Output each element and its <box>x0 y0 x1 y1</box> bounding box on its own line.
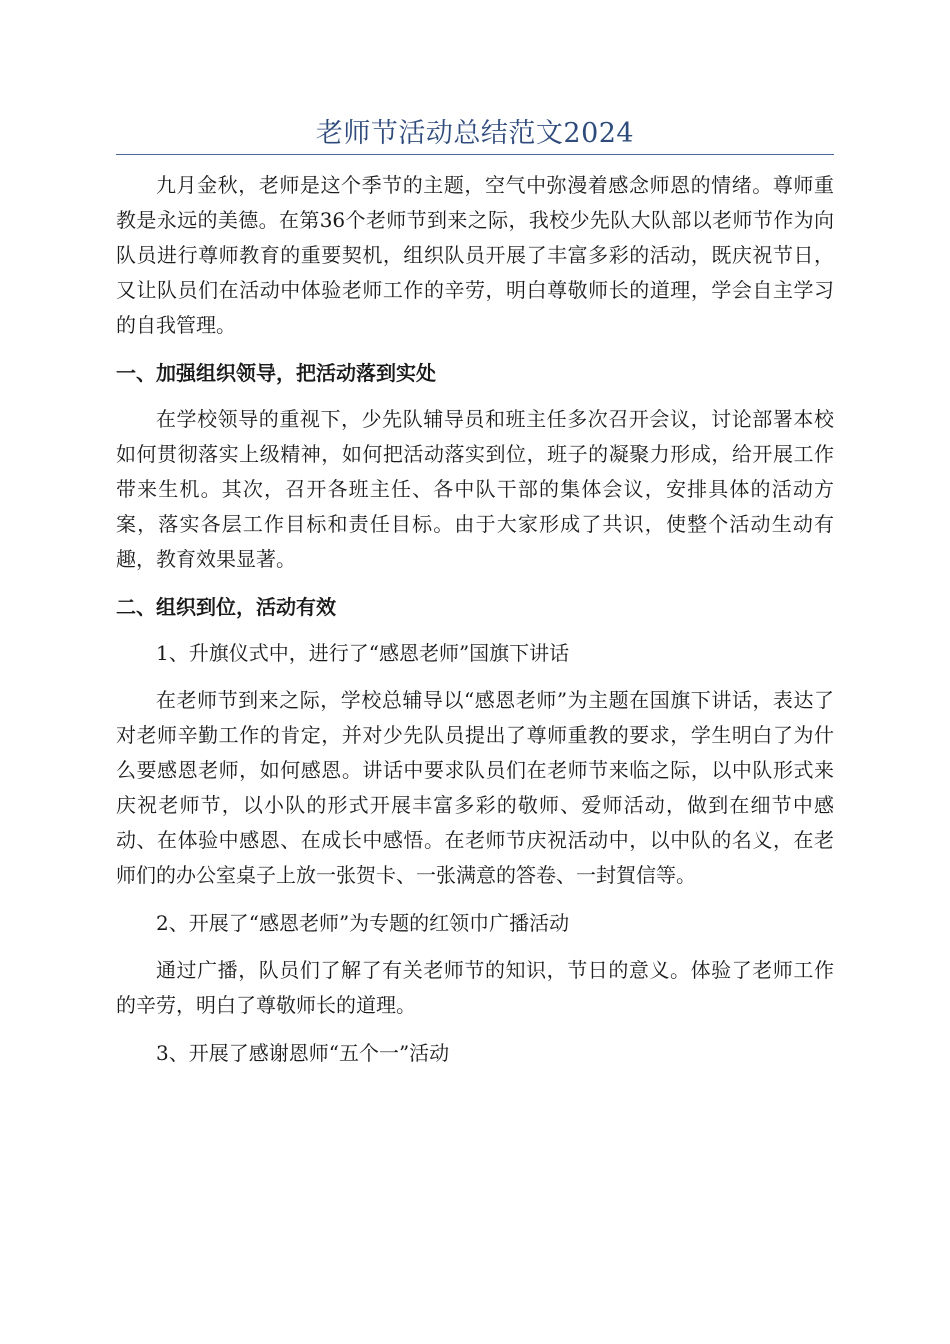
document-title: 老师节活动总结范文2024 <box>315 118 635 149</box>
intro-paragraph: 九月金秋，老师是这个季节的主题，空气中弥漫着感念师恩的情绪。尊师重教是永远的美德。在第36个老师节到来之际，我校少先队大队部以老师节作为向队员进行尊师教育的重要契机，组织队员开展了丰富多彩的活动，既庆祝节日，又让队员们在活动中体验老师工作的辛劳，明白尊敬师长的道理，学会自主学习的自我管理。 <box>116 173 834 337</box>
item-2-title: 2、开展了“感恩老师”为专题的红领巾广播活动 <box>156 911 570 935</box>
section-1-paragraph: 在学校领导的重视下，少先队辅导员和班主任多次召开会议，讨论部署本校如何贯彻落实上级精神，如何把活动落实到位，班子的凝聚力形成，给开展工作带来生机。其次，召开各班主任、各中队干部的集体会议，安排具体的活动方案，落实各层工作目标和责任目标。由于大家形成了共识，使整个活动生动有趣，教育效果显著。 <box>116 407 834 571</box>
item-1-title: 1、升旗仪式中，进行了“感恩老师”国旗下讲话 <box>156 641 570 665</box>
section-2-heading: 二、组织到位，活动有效 <box>116 595 336 619</box>
section-1-heading: 一、加强组织领导，把活动落到实处 <box>116 361 436 385</box>
item-1-paragraph: 在老师节到来之际，学校总辅导以“感恩老师”为主题在国旗下讲话，表达了对老师辛勤工作的肯定，并对少先队员提出了尊师重教的要求，学生明白了为什么要感恩老师，如何感恩。讲话中要求队员们在老师节来临之际，以中队形式来庆祝老师节，以小队的形式开展丰富多彩的敬师、爱师活动，做到在细节中感动、在体验中感恩、在成长中感悟。在老师节庆祝活动中，以中队的名义，在老师们的办公室桌子上放一张贺卡、一张满意的答卷、一封賀信等。 <box>116 688 834 887</box>
item-2-paragraph: 通过广播，队员们了解了有关老师节的知识，节日的意义。体验了老师工作的辛劳，明白了尊敬师长的道理。 <box>116 958 834 1017</box>
document-body <box>116 168 834 1083</box>
item-3-title: 3、开展了感谢恩师“五个一”活动 <box>156 1041 450 1065</box>
title-underline <box>116 154 834 155</box>
